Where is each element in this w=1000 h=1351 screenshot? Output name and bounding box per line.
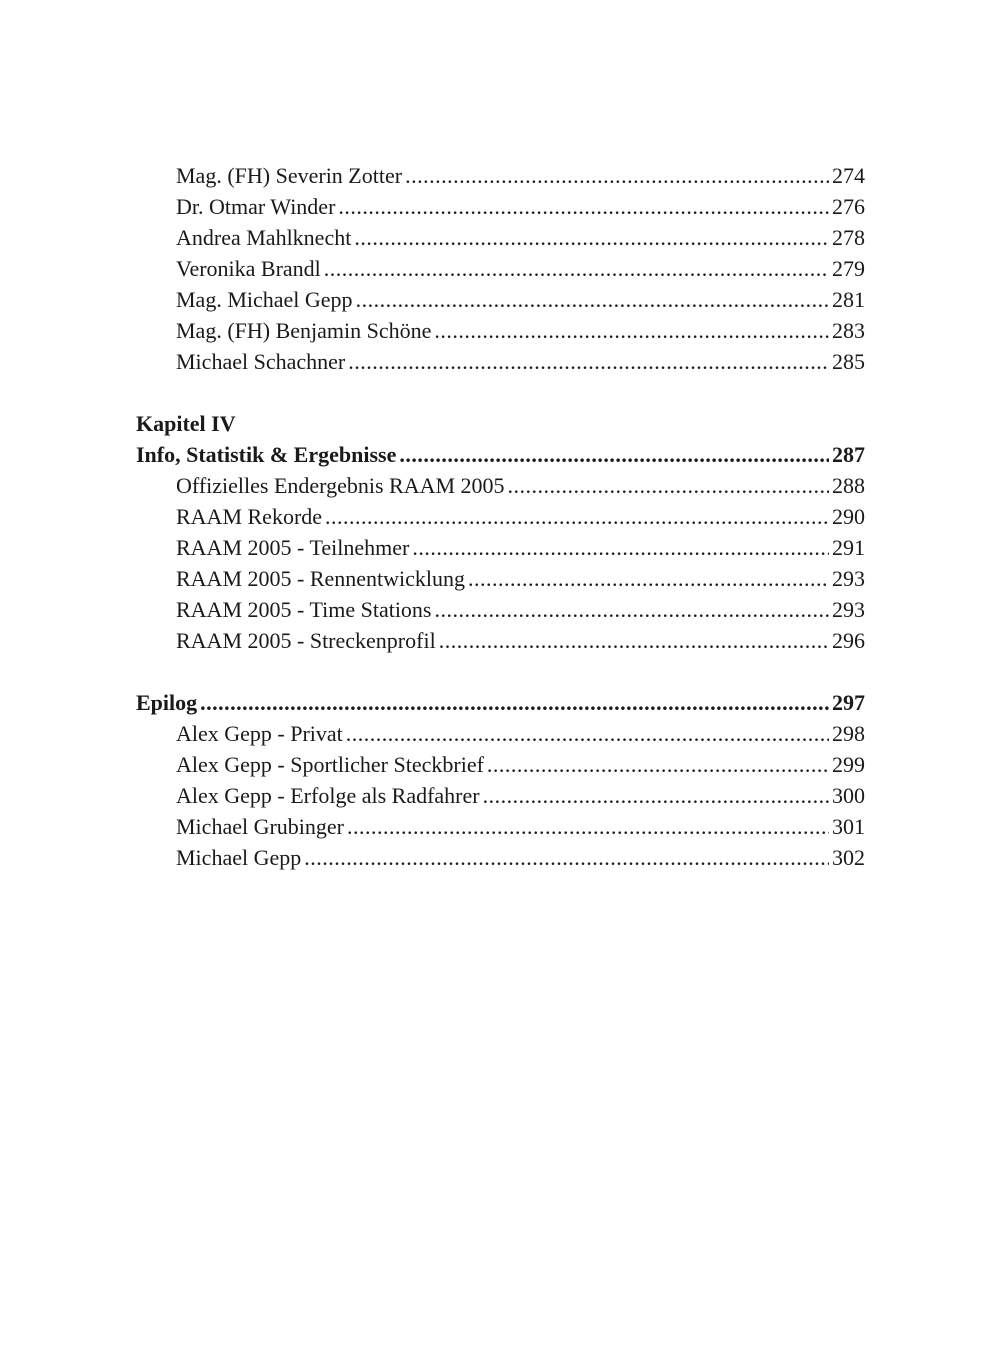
toc-entry-page: 285	[832, 349, 865, 374]
toc-chapter-entry	[136, 439, 865, 470]
dot-leader	[412, 532, 829, 563]
dot-leader	[324, 253, 829, 284]
toc-entry-page: 301	[832, 814, 865, 839]
toc-entry-title: RAAM 2005 - Teilnehmer	[176, 535, 410, 560]
toc-entry-page: 298	[832, 721, 865, 746]
toc-entry	[136, 625, 865, 656]
toc-entry-page: 290	[832, 504, 865, 529]
toc-chapter-entry	[136, 687, 865, 718]
dot-leader	[434, 315, 829, 346]
toc-entry-title: Michael Schachner	[176, 349, 346, 374]
spacer	[136, 377, 865, 408]
toc-entry-page: 278	[832, 225, 865, 250]
toc-entry-title: Mag. (FH) Benjamin Schöne	[176, 318, 432, 343]
toc-entry-title: RAAM 2005 - Rennentwicklung	[176, 566, 466, 591]
toc-entry-page: 293	[832, 597, 865, 622]
toc-entry-page: 274	[832, 163, 865, 188]
spacer	[136, 656, 865, 687]
toc-entry-title: Alex Gepp - Privat	[176, 721, 343, 746]
toc-entry	[136, 811, 865, 842]
toc-entry	[136, 718, 865, 749]
dot-leader	[200, 687, 829, 718]
toc-entry-page: 281	[832, 287, 865, 312]
toc-entry-page: 276	[832, 194, 865, 219]
toc-entry	[136, 253, 865, 284]
toc-entry-page: 283	[832, 318, 865, 343]
table-of-contents	[136, 160, 865, 873]
toc-entry	[136, 842, 865, 873]
toc-entry	[136, 780, 865, 811]
toc-entry	[136, 191, 865, 222]
dot-leader	[508, 470, 829, 501]
dot-leader	[468, 563, 829, 594]
toc-chapter-title: Info, Statistik & Ergebnisse	[136, 442, 397, 467]
toc-entry-page: 293	[832, 566, 865, 591]
toc-chapter-page: 287	[832, 442, 865, 467]
dot-leader	[399, 439, 829, 470]
toc-entry-page: 279	[832, 256, 865, 281]
toc-entry	[136, 284, 865, 315]
toc-entry-page: 296	[832, 628, 865, 653]
dot-leader	[338, 191, 829, 222]
dot-leader	[346, 718, 829, 749]
chapter-label: Kapitel IV	[136, 411, 236, 436]
toc-chapter-title: Epilog	[136, 690, 198, 715]
dot-leader	[304, 842, 829, 873]
toc-entry-title: Mag. Michael Gepp	[176, 287, 353, 312]
toc-entry-title: Andrea Mahlknecht	[176, 225, 352, 250]
toc-entry	[136, 470, 865, 501]
toc-entry	[136, 315, 865, 346]
toc-entry-page: 300	[832, 783, 865, 808]
toc-entry	[136, 563, 865, 594]
toc-entry-title: Michael Grubinger	[176, 814, 344, 839]
dot-leader	[348, 346, 829, 377]
toc-entry-page: 299	[832, 752, 865, 777]
dot-leader	[354, 222, 829, 253]
toc-entry	[136, 160, 865, 191]
toc-entry	[136, 501, 865, 532]
toc-entry-title: Dr. Otmar Winder	[176, 194, 336, 219]
toc-entry-title: RAAM 2005 - Streckenprofil	[176, 628, 436, 653]
toc-entry	[136, 749, 865, 780]
toc-entry-title: Alex Gepp - Erfolge als Radfahrer	[176, 783, 480, 808]
dot-leader	[439, 625, 829, 656]
toc-entry-page: 288	[832, 473, 865, 498]
toc-entry-title: Offizielles Endergebnis RAAM 2005	[176, 473, 505, 498]
toc-entry	[136, 594, 865, 625]
dot-leader	[435, 594, 830, 625]
toc-entry	[136, 222, 865, 253]
dot-leader	[487, 749, 829, 780]
toc-entry	[136, 532, 865, 563]
dot-leader	[483, 780, 829, 811]
dot-leader	[325, 501, 829, 532]
toc-chapter-page: 297	[832, 690, 865, 715]
dot-leader	[405, 160, 829, 191]
toc-entry-title: Alex Gepp - Sportlicher Steckbrief	[176, 752, 484, 777]
dot-leader	[347, 811, 829, 842]
toc-entry	[136, 346, 865, 377]
dot-leader	[356, 284, 829, 315]
toc-entry-title: Michael Gepp	[176, 845, 302, 870]
toc-entry-title: RAAM 2005 - Time Stations	[176, 597, 432, 622]
toc-entry-title: Veronika Brandl	[176, 256, 321, 281]
toc-entry-title: RAAM Rekorde	[176, 504, 323, 529]
toc-entry-title: Mag. (FH) Severin Zotter	[176, 163, 403, 188]
toc-entry-page: 302	[832, 845, 865, 870]
toc-entry-page: 291	[832, 535, 865, 560]
